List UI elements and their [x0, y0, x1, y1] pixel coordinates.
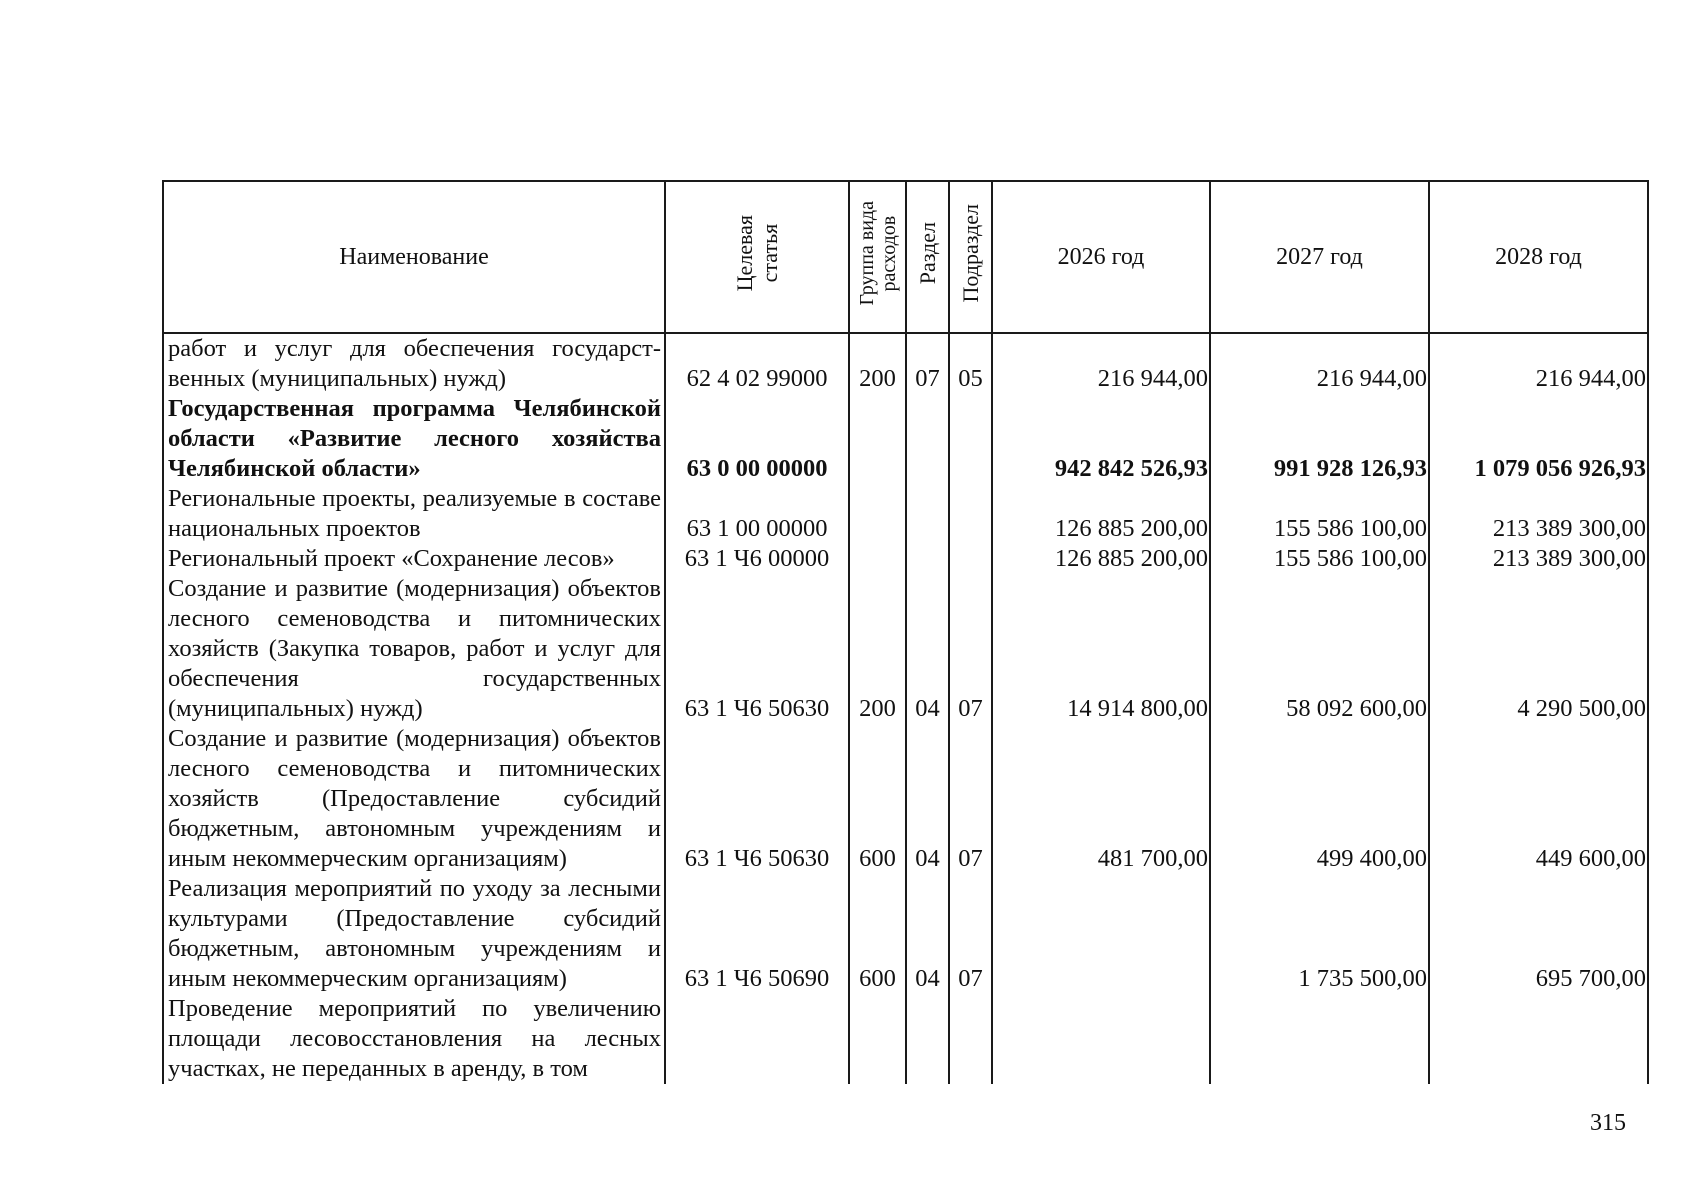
row-amount-2026: 216 944,00 [992, 333, 1210, 394]
row-target-article: 63 1 Ч6 50630 [665, 724, 849, 874]
row-expense-group: 600 [849, 724, 906, 874]
header-expense-group [849, 181, 906, 333]
row-subsection: 05 [949, 333, 992, 394]
row-target-article: 63 1 Ч6 00000 [665, 544, 849, 574]
header-section-label: Раздел [915, 222, 940, 285]
row-subsection [949, 544, 992, 574]
row-subsection: 07 [949, 874, 992, 994]
row-section [906, 394, 949, 484]
row-expense-group [849, 994, 906, 1084]
header-year-2028-label: 2028 год [1495, 243, 1582, 270]
row-name: Региональный проект «Сохранение лесов» [163, 544, 665, 574]
header-section [906, 181, 949, 333]
row-amount-2026 [992, 874, 1210, 994]
table-row [163, 874, 1648, 994]
row-name: Региональные проекты, реализуемые в составе национальных проектов [163, 484, 665, 544]
row-amount-2028: 213 389 300,00 [1429, 484, 1648, 544]
row-name: Проведение мероприятий по увеличению площади лесовосстановления на лесных участках, не переданных в аренду, в том [163, 994, 665, 1084]
row-amount-2027: 499 400,00 [1210, 724, 1429, 874]
row-name: Создание и развитие (модернизация) объектов лесного семеноводства и питомнических хозяйств (Закупка товаров, работ и услуг для обеспечения государственных (муниципальных) нужд) [163, 574, 665, 724]
row-subsection: 07 [949, 724, 992, 874]
row-target-article: 63 1 Ч6 50630 [665, 574, 849, 724]
row-amount-2028: 213 389 300,00 [1429, 544, 1648, 574]
row-amount-2027: 216 944,00 [1210, 333, 1429, 394]
header-row [163, 181, 1648, 333]
header-subsection [949, 181, 992, 333]
header-target-article-label: Целевая статья [732, 215, 782, 292]
header-year-2028 [1429, 181, 1648, 333]
row-target-article: 63 0 00 00000 [665, 394, 849, 484]
row-amount-2026 [992, 994, 1210, 1084]
row-expense-group [849, 394, 906, 484]
header-year-2026-label: 2026 год [1057, 243, 1145, 270]
header-name [163, 181, 665, 333]
row-target-article: 63 1 00 00000 [665, 484, 849, 544]
row-section: 04 [906, 724, 949, 874]
row-expense-group: 200 [849, 574, 906, 724]
row-target-article: 62 4 02 99000 [665, 333, 849, 394]
row-amount-2028: 695 700,00 [1429, 874, 1648, 994]
table-row [163, 544, 1648, 574]
row-amount-2028: 216 944,00 [1429, 333, 1648, 394]
header-expense-group-label: Группа вида расходов [855, 201, 900, 306]
table-row [163, 724, 1648, 874]
row-name: Создание и развитие (модернизация) объектов лесного семеноводства и питомнических хозяйств (Предоставление субсидий бюджетным, автономным учреждениям и иным некоммерческим организациям) [163, 724, 665, 874]
header-year-2027 [1210, 181, 1429, 333]
row-name: Реализация мероприятий по уходу за лесными культурами (Предоставление субсидий бюджетным, автономным учреждениям и иным некоммерческим организациям) [163, 874, 665, 994]
row-section: 04 [906, 574, 949, 724]
header-subsection-label: Подраздел [958, 204, 983, 303]
row-section: 07 [906, 333, 949, 394]
row-target-article [665, 994, 849, 1084]
row-amount-2027: 1 735 500,00 [1210, 874, 1429, 994]
row-expense-group: 600 [849, 874, 906, 994]
row-amount-2026: 126 885 200,00 [992, 544, 1210, 574]
table-row [163, 574, 1648, 724]
row-target-article: 63 1 Ч6 50690 [665, 874, 849, 994]
row-section [906, 484, 949, 544]
row-subsection [949, 484, 992, 544]
header-name-label: Наименование [339, 243, 489, 270]
header-year-2027-label: 2027 год [1276, 243, 1363, 270]
row-section [906, 994, 949, 1084]
row-amount-2028: 449 600,00 [1429, 724, 1648, 874]
table-row [163, 484, 1648, 544]
row-amount-2026: 14 914 800,00 [992, 574, 1210, 724]
row-expense-group [849, 544, 906, 574]
table-row [163, 394, 1648, 484]
row-amount-2028: 4 290 500,00 [1429, 574, 1648, 724]
row-amount-2027: 155 586 100,00 [1210, 544, 1429, 574]
row-subsection: 07 [949, 574, 992, 724]
row-name: Государственная программа Челябинской области «Развитие лесного хозяйства Челябинской области» [163, 394, 665, 484]
row-subsection [949, 994, 992, 1084]
row-amount-2027: 991 928 126,93 [1210, 394, 1429, 484]
row-expense-group: 200 [849, 333, 906, 394]
row-expense-group [849, 484, 906, 544]
row-section: 04 [906, 874, 949, 994]
row-amount-2028 [1429, 994, 1648, 1084]
row-amount-2027 [1210, 994, 1429, 1084]
table-row [163, 994, 1648, 1084]
page-number: 315 [1590, 1110, 1626, 1136]
row-name: работ и услуг для обеспечения государственных (муниципальных) нужд) [163, 333, 665, 394]
table-row [163, 333, 1648, 394]
header-target-article [665, 181, 849, 333]
row-amount-2026: 481 700,00 [992, 724, 1210, 874]
row-amount-2026: 126 885 200,00 [992, 484, 1210, 544]
row-section [906, 544, 949, 574]
budget-table [162, 180, 1649, 1084]
row-amount-2027: 58 092 600,00 [1210, 574, 1429, 724]
header-year-2026 [992, 181, 1210, 333]
row-amount-2026: 942 842 526,93 [992, 394, 1210, 484]
row-amount-2027: 155 586 100,00 [1210, 484, 1429, 544]
row-subsection [949, 394, 992, 484]
row-amount-2028: 1 079 056 926,93 [1429, 394, 1648, 484]
